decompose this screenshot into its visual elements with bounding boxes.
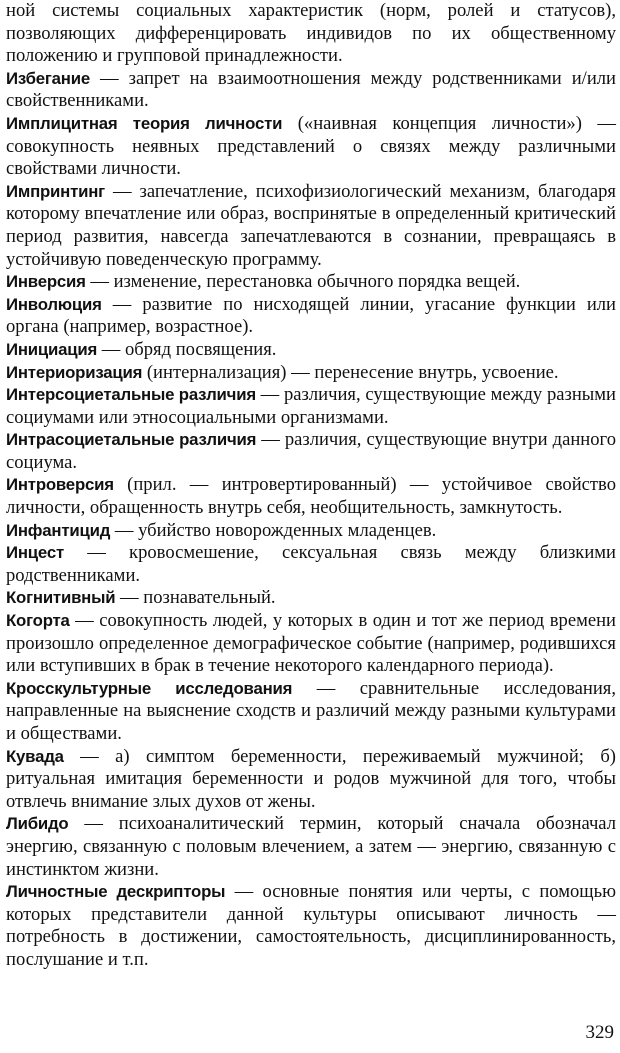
- glossary-entry: [6, 384, 616, 429]
- glossary-term: Избегание: [6, 68, 90, 88]
- glossary-definition: — кровосмешение, сексуальная связь между близкими родственниками.: [6, 542, 616, 586]
- glossary-definition: — различия, существующие внутри данного социума.: [6, 429, 617, 473]
- glossary-definition: — убийство новорожденных младенцев.: [110, 519, 437, 541]
- glossary-definition: — совокупность людей, у которых в один и тот же период времени произошло определенное демографическое событие (например, родившихся или вступивших в брак в течение некоторого календарного периода).: [6, 610, 616, 677]
- glossary-term: Когнитивный: [6, 588, 116, 608]
- glossary-term: Кувада: [6, 746, 64, 766]
- glossary-term: Импринтинг: [6, 181, 105, 201]
- glossary-definition: — запечатление, психофизиологический механизм, благодаря которому впечатление или образ, воспринятые в определенный критический период развития, навсегда запечатлеваются в сознании, превращаясь в устойчивую поведенческую программу.: [6, 180, 616, 270]
- glossary-entry: [6, 113, 616, 181]
- glossary-entry: [6, 610, 616, 678]
- glossary-definition: (интернализация) — перенесение внутрь, усвоение.: [142, 361, 559, 383]
- glossary-definition: — сравнительные исследования, направленные на выяснение сходств и различий между разными культурами и обществами.: [6, 677, 616, 744]
- glossary-term: Инфантицид: [6, 520, 111, 540]
- glossary-definition: («наивная концепция личности») — совокупность неявных представлений о связях между различными свойствами личности.: [6, 112, 616, 180]
- glossary-entry: [6, 520, 616, 543]
- glossary-definition: — познавательный.: [115, 587, 276, 609]
- glossary-entry: [6, 181, 616, 271]
- glossary-term: Инволюция: [6, 294, 102, 314]
- glossary-term: Инверсия: [6, 272, 86, 292]
- glossary-term: Инициация: [6, 339, 98, 359]
- glossary-entry: [6, 678, 616, 746]
- continuation-text: ной системы социальных характеристик (норм, ролей и статусов), позволяющих дифференцировать индивидов по их общественному положению и групповой принадлежности.: [6, 0, 616, 67]
- glossary-page: [6, 0, 616, 972]
- glossary-definition: — различия, существующие между разными социумами или этносоциальными организмами.: [6, 384, 616, 428]
- glossary-term: Кросскультурные исследования: [6, 678, 293, 698]
- glossary-term: Имплицитная теория личности: [6, 113, 283, 133]
- glossary-entry: [6, 294, 616, 339]
- glossary-entry: [6, 881, 616, 971]
- glossary-entry: [6, 746, 616, 814]
- glossary-definition: — основные понятия или черты, с помощью которых представители данной культуры описывают личность — потребность в достижении, самостоятельность, дисциплинированность, послушание и т.п.: [6, 881, 616, 970]
- glossary-definition: — изменение, перестановка обычного порядка вещей.: [85, 271, 521, 293]
- glossary-entry: [6, 587, 616, 610]
- glossary-definition: — запрет на взаимоотношения между родственниками и/или свойственниками.: [6, 67, 616, 112]
- glossary-term: Интрасоциетальные различия: [6, 430, 257, 450]
- glossary-entry: [6, 362, 616, 385]
- glossary-entry: [6, 271, 616, 294]
- glossary-entry: [6, 813, 616, 881]
- glossary-entry: [6, 429, 616, 474]
- glossary-definition: — развитие по нисходящей линии, угасание функции или органа (например, возрастное).: [6, 293, 616, 338]
- glossary-entry: [6, 68, 616, 113]
- glossary-term: Либидо: [6, 814, 69, 834]
- glossary-definition: — психоаналитический термин, который сначала обозначал энергию, связанную с половым влечением, а затем — энергию, связанную с инстинктом жизни.: [6, 813, 616, 880]
- page-number: 329: [585, 1022, 614, 1043]
- glossary-entry: [6, 339, 616, 362]
- glossary-definition: — обряд посвящения.: [97, 338, 277, 360]
- glossary-term: Интериоризация: [6, 362, 143, 382]
- glossary-term: Интерсоциетальные различия: [6, 385, 256, 405]
- glossary-entry: [6, 542, 616, 587]
- glossary-term: Интроверсия: [6, 475, 114, 495]
- glossary-term: Личностные дескрипторы: [6, 882, 226, 902]
- glossary-term: Инцест: [6, 543, 64, 563]
- glossary-definition: — а) симптом беременности, переживаемый мужчиной; б) ритуальная имитация беременности и родов мужчиной для того, чтобы отвлечь внимание злых духов от жены.: [6, 745, 616, 812]
- glossary-definition: (прил. — интровертированный) — устойчивое свойство личности, обращенность внутрь себя, необщительность, замкнутость.: [6, 474, 616, 519]
- glossary-term: Когорта: [6, 611, 70, 631]
- glossary-entry: [6, 474, 616, 519]
- glossary-entries: [6, 68, 616, 972]
